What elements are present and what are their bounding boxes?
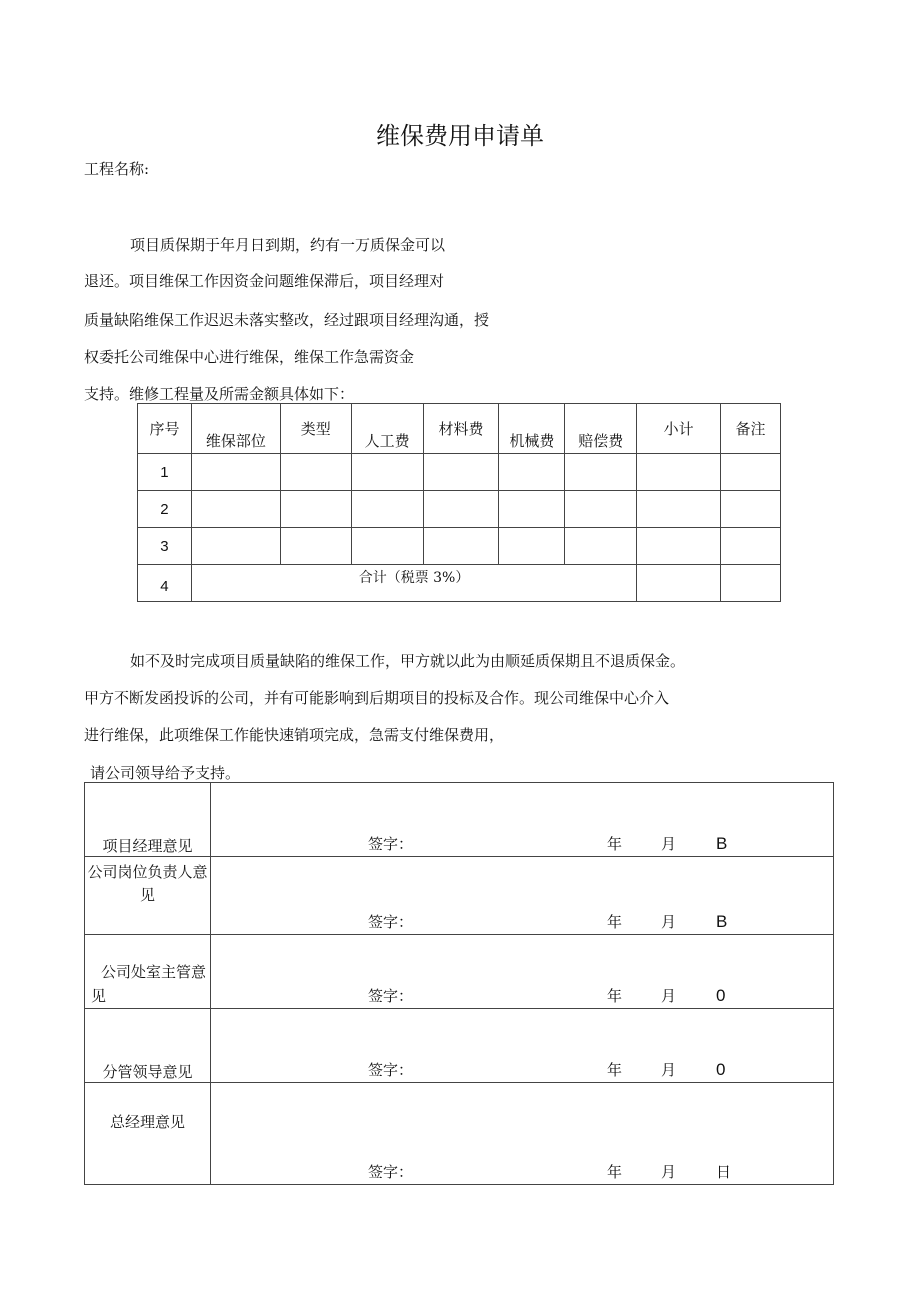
sign-label: 签字：: [368, 835, 414, 853]
cell[interactable]: [351, 491, 423, 528]
month-label: 月: [661, 835, 677, 853]
cell[interactable]: [637, 454, 721, 491]
total-row: [138, 565, 781, 602]
year-label: 年: [607, 835, 623, 853]
approval-row: [85, 857, 834, 935]
year-label: 年: [607, 1163, 623, 1181]
cell[interactable]: [191, 528, 280, 565]
approval-table: [84, 782, 834, 1185]
approval-label: 项目经理意见: [85, 783, 211, 857]
paragraph-line: 进行维保，此项维保工作能快速销项完成，急需支付维保费用，: [84, 726, 505, 744]
year-label: 年: [607, 987, 623, 1005]
project-name-label: 工程名称:: [84, 160, 150, 178]
sign-label: 签字：: [368, 987, 414, 1005]
approval-label: 总经理意见: [85, 1083, 211, 1185]
cell[interactable]: [565, 491, 637, 528]
year-label: 年: [607, 913, 623, 931]
row-number: 2: [138, 491, 192, 528]
approval-opinion-field[interactable]: [211, 935, 834, 1009]
cell[interactable]: [721, 491, 781, 528]
cell[interactable]: [721, 454, 781, 491]
header-cell: 小计: [637, 404, 721, 454]
paragraph-line: 项目质保期于年月日到期，约有一万质保金可以: [130, 236, 446, 254]
cell[interactable]: [351, 454, 423, 491]
approval-row: [85, 1083, 834, 1185]
year-label: 年: [607, 1061, 623, 1079]
approval-row: [85, 935, 834, 1009]
paragraph-line: 如不及时完成项目质量缺陷的维保工作，甲方就以此为由顺延质保期且不退质保金。: [130, 652, 686, 670]
cell[interactable]: [351, 528, 423, 565]
header-cell: 备注: [721, 404, 781, 454]
header-cell: 序号: [138, 404, 192, 454]
sign-label: 签字：: [368, 1163, 414, 1181]
cell[interactable]: [280, 454, 351, 491]
month-label: 月: [661, 1163, 677, 1181]
total-label: 合计（税票 3%）: [191, 565, 636, 602]
cost-table: [137, 403, 781, 602]
day-label: 0: [716, 1060, 726, 1079]
cell[interactable]: [280, 491, 351, 528]
table-header-row: [138, 404, 781, 454]
cell[interactable]: [637, 491, 721, 528]
approval-label: 分管领导意见: [85, 1009, 211, 1083]
day-label: 0: [716, 986, 726, 1005]
cell[interactable]: [637, 528, 721, 565]
paragraph-line: 甲方不断发函投诉的公司，并有可能影响到后期项目的投标及合作。现公司维保中心介入: [84, 689, 670, 707]
day-label: B: [716, 834, 728, 853]
paragraph-line: 质量缺陷维保工作迟迟未落实整改，经过跟项目经理沟通，授: [84, 311, 490, 329]
cell[interactable]: [499, 491, 565, 528]
page-title: 维保费用申请单: [376, 122, 544, 150]
row-number: 1: [138, 454, 192, 491]
table-row: [138, 454, 781, 491]
cell[interactable]: [423, 491, 499, 528]
paragraph-line: 退还。项目维保工作因资金问题维保滞后，项目经理对: [84, 272, 445, 290]
approval-opinion-field[interactable]: [211, 1083, 834, 1185]
month-label: 月: [661, 913, 677, 931]
approval-opinion-field[interactable]: [211, 1009, 834, 1083]
approval-row: [85, 1009, 834, 1083]
paragraph-line: 权委托公司维保中心进行维保，维保工作急需资金: [84, 348, 415, 366]
approval-label: 公司岗位负责人意见: [85, 857, 211, 935]
table-row: [138, 491, 781, 528]
row-number: 4: [138, 565, 192, 602]
header-cell: 类型: [280, 404, 351, 454]
header-cell: 材料费: [423, 404, 499, 454]
cell[interactable]: [191, 491, 280, 528]
cell[interactable]: [423, 454, 499, 491]
table-row: [138, 528, 781, 565]
approval-opinion-field[interactable]: [211, 783, 834, 857]
approval-label: 公司处室主管意见: [85, 935, 211, 1009]
header-cell: 维保部位: [191, 404, 280, 454]
sign-label: 签字：: [368, 913, 414, 931]
month-label: 月: [661, 1061, 677, 1079]
header-cell: 机械费: [499, 404, 565, 454]
cell[interactable]: [637, 565, 721, 602]
approval-opinion-field[interactable]: [211, 857, 834, 935]
month-label: 月: [661, 987, 677, 1005]
cell[interactable]: [423, 528, 499, 565]
header-cell: 赔偿费: [565, 404, 637, 454]
cell[interactable]: [565, 528, 637, 565]
cell[interactable]: [565, 454, 637, 491]
paragraph-line: 请公司领导给予支持。: [90, 764, 241, 782]
cell[interactable]: [280, 528, 351, 565]
cell[interactable]: [721, 565, 781, 602]
paragraph-line: 支持。维修工程量及所需金额具体如下：: [84, 385, 355, 403]
approval-row: [85, 783, 834, 857]
cell[interactable]: [499, 454, 565, 491]
day-label: 日: [716, 1163, 732, 1181]
sign-label: 签字：: [368, 1061, 414, 1079]
cell[interactable]: [191, 454, 280, 491]
cell[interactable]: [721, 528, 781, 565]
cell[interactable]: [499, 528, 565, 565]
row-number: 3: [138, 528, 192, 565]
day-label: B: [716, 912, 728, 931]
header-cell: 人工费: [351, 404, 423, 454]
